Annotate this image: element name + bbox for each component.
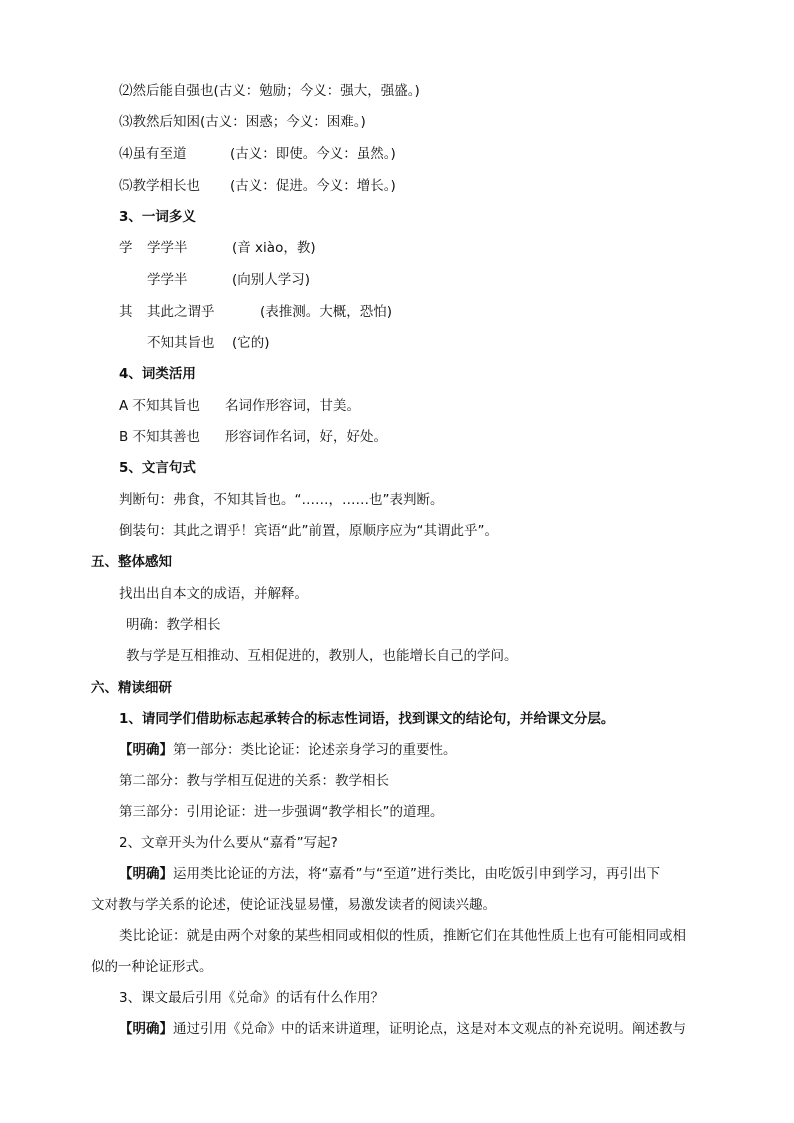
close-reading-question-3: 3、课文最后引用《兑命》的话有什么作用？ (119, 990, 385, 1006)
overall-answer: 明确：教学相长 (126, 617, 221, 633)
section-heading-sentence-patterns: 5、文言句式 (119, 460, 196, 476)
answer-label: 【明确】 (119, 866, 173, 882)
inverted-sentence-note: 倒装句：其此之谓乎！宾语“此”前置，原顺序应为“其谓此乎”。 (119, 523, 498, 539)
pos-example-b: B 不知其善也 (119, 429, 201, 445)
section-heading-overall: 五、整体感知 (91, 554, 172, 570)
close-reading-question-2: 2、文章开头为什么要从“嘉肴”写起? (119, 835, 338, 851)
polysemy-example-3: 其此之谓乎 (147, 304, 215, 320)
answer-label: 【明确】 (119, 742, 173, 758)
polysemy-char-qi: 其 (119, 304, 133, 320)
pos-gloss-b: 形容词作名词，好，好处。 (225, 429, 387, 445)
polysemy-example-2: 学学半 (147, 272, 188, 288)
ancient-meaning-item-5-gloss: (古义：促进。今义：增长。) (230, 178, 396, 194)
overall-explanation: 教与学是互相推动、互相促进的，教别人，也能增长自己的学问。 (126, 648, 518, 664)
judgment-sentence-note: 判断句：弗食，不知其旨也。“……，……也”表判断。 (119, 492, 444, 508)
ancient-meaning-item-2: ⑵然后能自强也(古义：勉励；今义：强大，强盛。) (119, 83, 420, 99)
answer-2-line-2: 文对教与学关系的论述，使论证浅显易懂，易激发读者的阅读兴趣。 (91, 897, 496, 913)
pos-example-a: A 不知其旨也 (119, 398, 201, 414)
pos-gloss-a: 名词作形容词，甘美。 (225, 398, 360, 414)
answer-text: 通过引用《兑命》中的话来讲道理，证明论点，这是对本文观点的补充说明。阐述教与 (173, 1021, 686, 1037)
answer-label: 【明确】 (119, 1021, 173, 1037)
polysemy-gloss-1: (音 xiào，教) (232, 240, 316, 256)
ancient-meaning-item-3: ⑶教然后知困(古义：困惑；今义：困难。) (119, 114, 366, 130)
answer-1-part-1 (119, 740, 457, 760)
analogy-definition-line-2: 似的一种论证形式。 (91, 959, 213, 975)
answer-1-part-2: 第二部分：教与学相互促进的关系：教学相长 (119, 773, 389, 789)
polysemy-gloss-4: (它的) (232, 335, 270, 351)
polysemy-example-4: 不知其旨也 (147, 335, 215, 351)
section-heading-close-reading: 六、精读细研 (91, 680, 172, 696)
answer-2-line-1 (119, 864, 660, 884)
ancient-meaning-item-5-phrase: ⑸教学相长也 (119, 178, 200, 194)
polysemy-char-xue: 学 (119, 240, 133, 256)
polysemy-gloss-3: (表推测。大概，恐怕) (260, 304, 393, 320)
answer-text: 第一部分：类比论证：论述亲身学习的重要性。 (173, 742, 457, 758)
answer-3-line-1 (119, 1019, 686, 1039)
section-heading-polysemy: 3、一词多义 (119, 209, 196, 225)
polysemy-example-1: 学学半 (147, 240, 188, 256)
analogy-definition-line-1: 类比论证：就是由两个对象的某些相同或相似的性质，推断它们在其他性质上也有可能相同或相 (119, 928, 686, 944)
answer-1-part-3: 第三部分：引用论证：进一步强调“教学相长”的道理。 (119, 804, 444, 820)
ancient-meaning-item-4-gloss: (古义：即使。今义：虽然。) (230, 146, 396, 162)
answer-text: 运用类比论证的方法，将“嘉肴”与“至道”进行类比，由吃饭引申到学习，再引出下 (173, 866, 660, 882)
close-reading-question-1: 1、请同学们借助标志起承转合的标志性词语，找到课文的结论句，并给课文分层。 (119, 711, 615, 727)
ancient-meaning-item-4-phrase: ⑷虽有至道 (119, 146, 187, 162)
section-heading-part-of-speech: 4、词类活用 (119, 366, 196, 382)
polysemy-gloss-2: (向别人学习) (232, 272, 311, 288)
overall-question: 找出出自本文的成语，并解释。 (119, 586, 308, 602)
